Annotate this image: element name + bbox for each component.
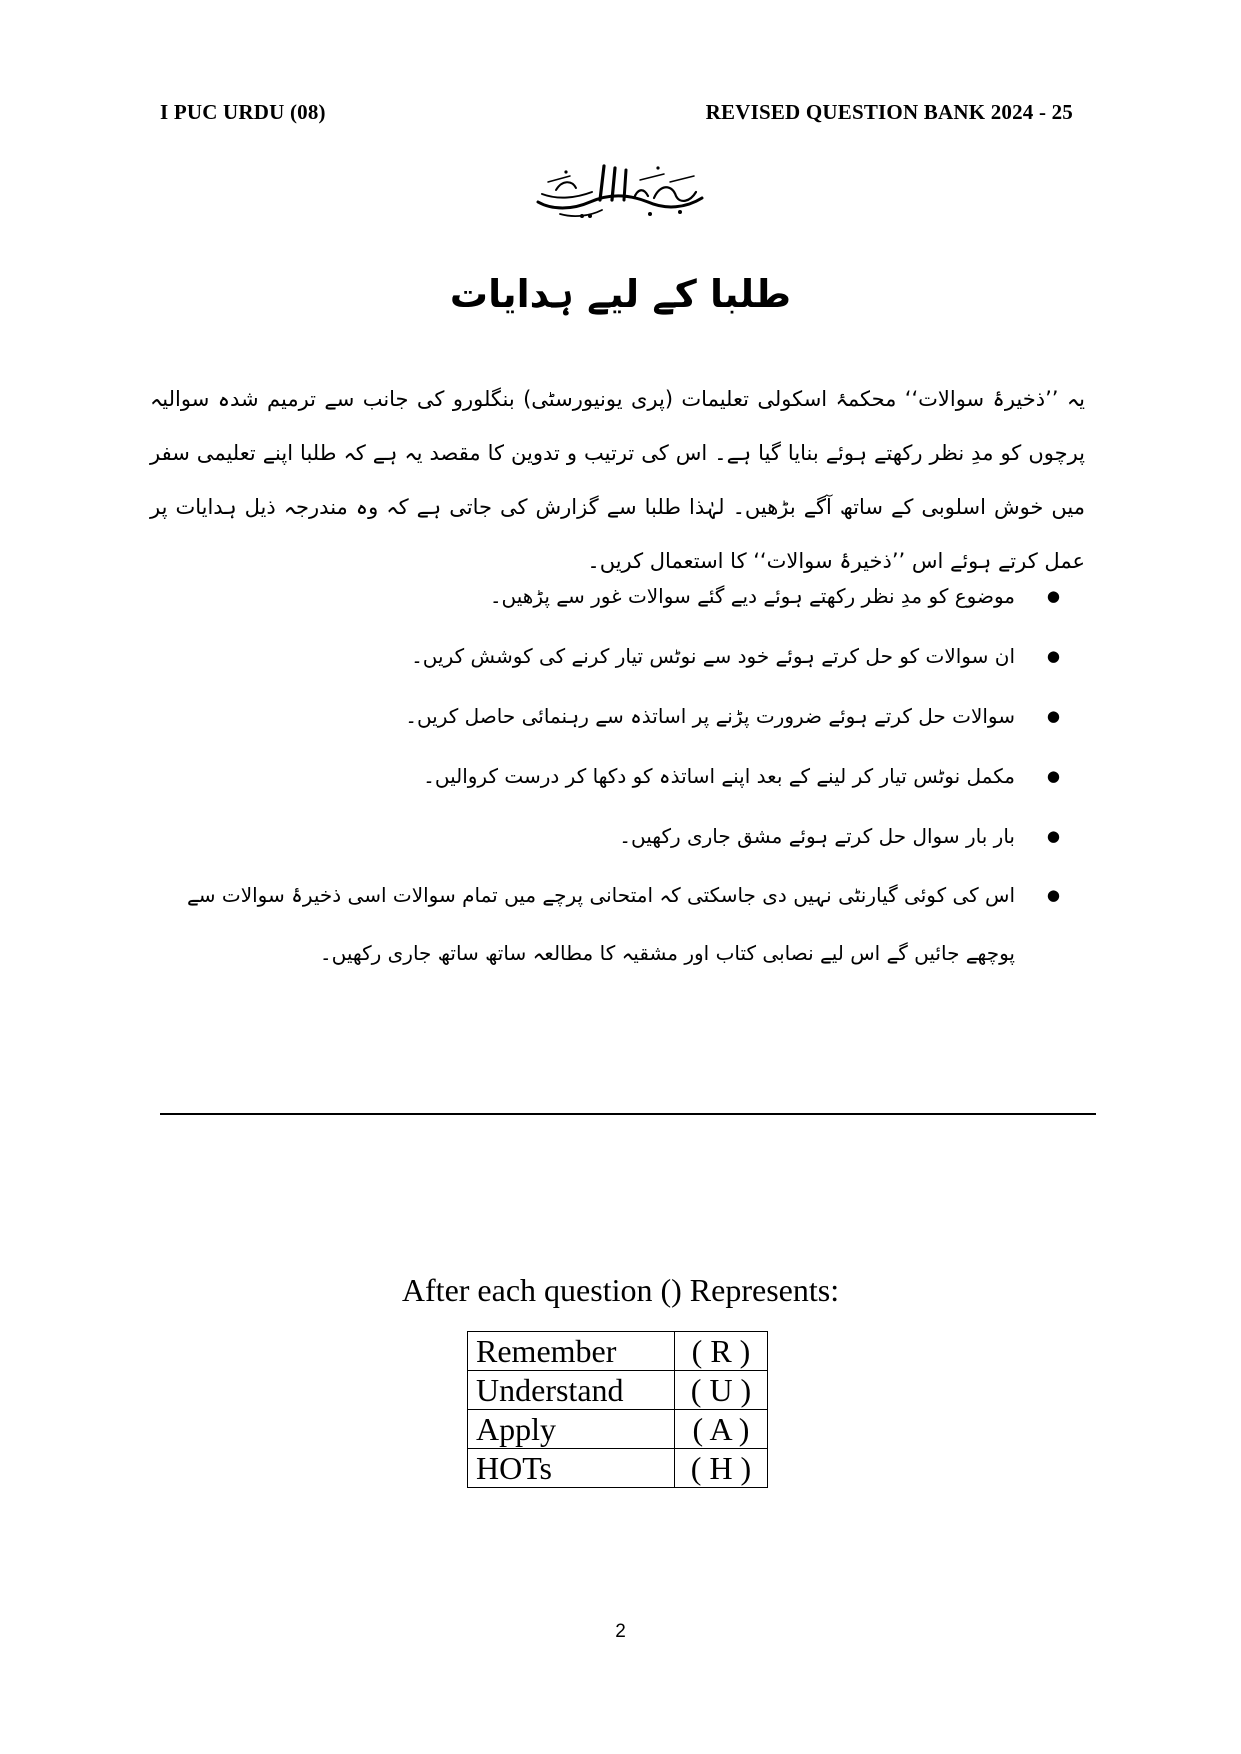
level-code: ( A ) — [675, 1410, 768, 1449]
legend-heading: After each question () Represents: — [401, 1272, 840, 1308]
list-item: ● اس کی کوئی گیارنٹی نہیں دی جاسکتی کہ امتحانی پرچے میں تمام سوالات اسی ذخیرۂ سوالات سے پوچھے جائیں گے اس لیے نصابی کتاب اور مشقیہ کا مطالعہ ساتھ ساتھ جاری رکھیں۔ — [160, 866, 1060, 982]
list-item: ● موضوع کو مدِ نظر رکھتے ہوئے دیے گئے سوالات غور سے پڑھیں۔ — [160, 566, 1060, 626]
level-label: Understand — [468, 1371, 675, 1410]
table-row — [468, 1410, 768, 1449]
level-code: ( R ) — [675, 1332, 768, 1371]
level-label: HOTs — [468, 1449, 675, 1488]
page-title: طلبا کے لیے ہدایات — [449, 272, 792, 316]
page-number: 2 — [615, 1621, 626, 1642]
level-code: ( H ) — [675, 1449, 768, 1488]
intro-paragraph: یہ ’’ذخیرۂ سوالات‘‘ محکمۂ اسکولی تعلیمات (پری یونیورسٹی) بنگلورو کی جانب سے ترمیم شدہ سوالیہ پرچوں کو مدِ نظر رکھتے ہوئے بنایا گیا ہے۔ اس کی ترتیب و تدوین کا مقصد یہ ہے کہ طلبا اپنے تعلیمی سفر میں خوش اسلوبی کے ساتھ آگے بڑھیں۔ لہٰذا طلبا سے گزارش کی جاتی ہے کہ وہ مندرجہ ذیل ہدایات پر عمل کرتے ہوئے اس ’’ذخیرۂ سوالات‘‘ کا استعمال کریں۔ — [150, 387, 1085, 573]
level-code: ( U ) — [675, 1371, 768, 1410]
table-row — [468, 1371, 768, 1410]
table-row — [468, 1449, 768, 1488]
list-item: ● بار بار سوال حل کرتے ہوئے مشق جاری رکھیں۔ — [160, 806, 1060, 866]
level-label: Apply — [468, 1410, 675, 1449]
header-bank-title: REVISED QUESTION BANK 2024 - 25 — [705, 100, 1073, 124]
level-label: Remember — [468, 1332, 675, 1371]
bismillah-calligraphy-icon — [530, 160, 710, 222]
header-course: I PUC URDU (08) — [160, 100, 326, 124]
instruction-list — [160, 566, 1060, 982]
list-item: ● ان سوالات کو حل کرتے ہوئے خود سے نوٹس تیار کرنے کی کوشش کریں۔ — [160, 626, 1060, 686]
list-item: ● سوالات حل کرتے ہوئے ضرورت پڑنے پر اساتذہ سے رہنمائی حاصل کریں۔ — [160, 686, 1060, 746]
table-row — [468, 1332, 768, 1371]
horizontal-divider — [160, 1113, 1096, 1115]
cognitive-level-table — [467, 1331, 768, 1488]
list-item: ● مکمل نوٹس تیار کر لینے کے بعد اپنے اساتذہ کو دکھا کر درست کروالیں۔ — [160, 746, 1060, 806]
